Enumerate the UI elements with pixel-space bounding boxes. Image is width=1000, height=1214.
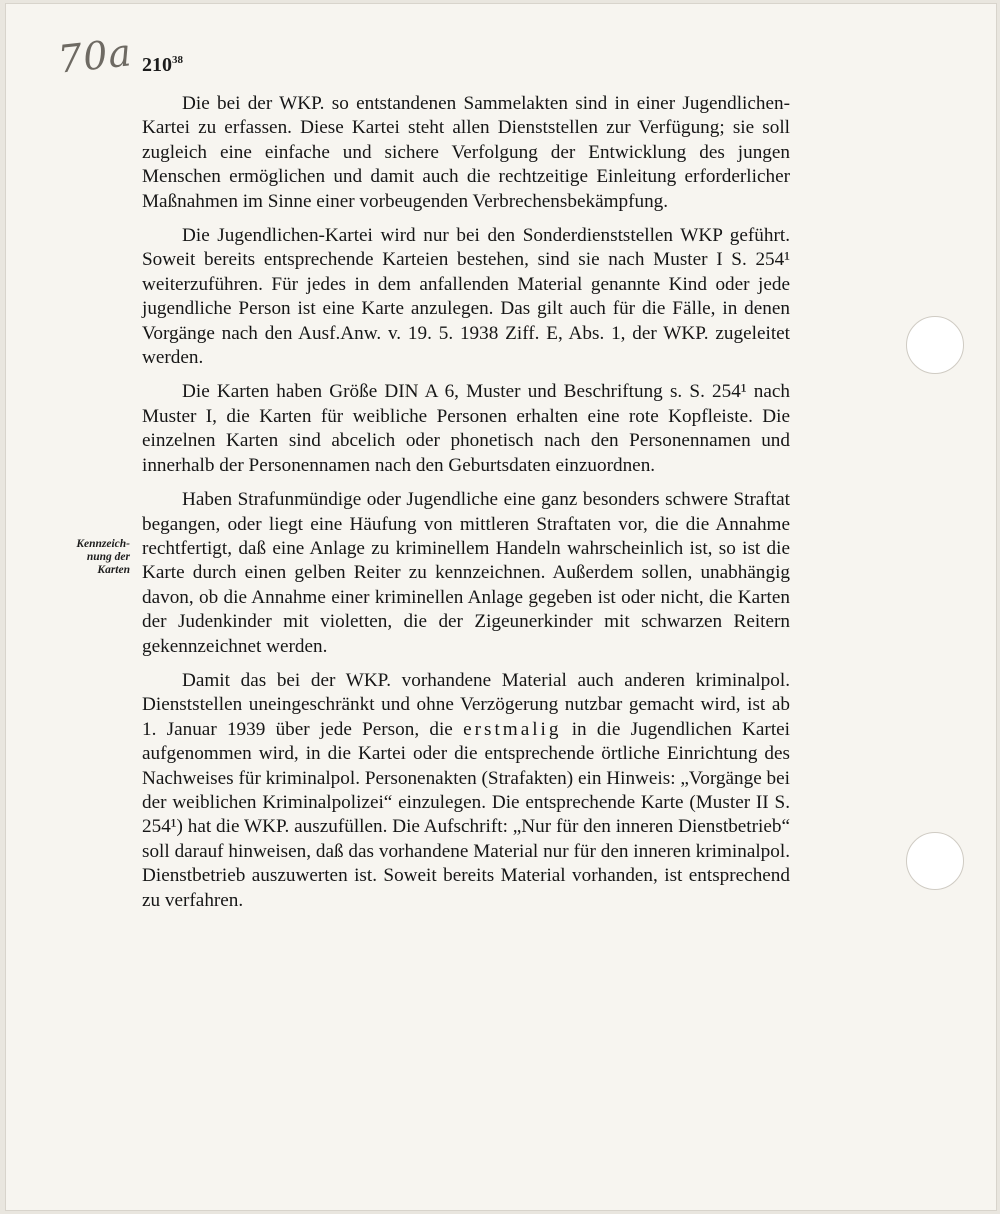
page-number-superscript: 38 [172,54,183,66]
paragraph-5 [142,669,790,913]
page-number-main: 210 [142,54,172,76]
paragraph-5-part-2: in die Jugendlichen Kartei aufgenommen wird, in die Kartei oder die entsprechende örtliche Einrichtung des Nachweises für kriminalpol. Personenakten (Strafakten) ein Hinweis: „Vorgänge bei der weiblichen Kriminalpolizei“ einzulegen. Die entsprechende Karte (Muster II S. 254¹) hat die WKP. auszufüllen. Die Aufschrift: „Nur für den inneren Dienstbetrieb“ soll darauf hinweisen, daß das vorhandene Material nur für den inneren kriminalpol. Dienstbetrieb auszuwerten ist. Soweit bereits Material vorhanden, ist entsprechend zu verfahren. [142,718,791,911]
paragraph-2: Die Jugendlichen-Kartei wird nur bei den Sonderdienststellen WKP geführt. Soweit bereits entsprechende Karteien bestehen, sind sie nach Muster I S. 254¹ weiterzuführen. Für jedes in dem anfallenden Material genannte Kind oder jede jugendliche Person ist eine Karte anzulegen. Das gilt auch für die Fälle, in denen Vorgänge nach den Ausf.Anw. v. 19. 5. 1938 Ziff. E, Abs. 1, der WKP. zugeleitet werden. [142,225,790,369]
page-number [142,54,183,77]
margin-note-line-2: nung der [86,551,130,563]
punch-hole-top [906,316,964,374]
margin-note-line-3: Karten [97,564,130,576]
paragraph-1: Die bei der WKP. so entstandenen Sammelakten sind in einer Jugendlichen-Kartei zu erfassen. Diese Kartei steht allen Dienststellen zur Verfügung; sie soll zugleich eine einfache und sichere Verfolgung der Entwicklung des jungen Menschen ermöglichen und damit auch die rechtzeitige Einleitung erforderlicher Maßnahmen im Sinne einer vorbeugenden Verbrechensbekämpfung. [142,93,790,212]
handwritten-page-annotation: 70a [55,30,135,82]
paragraph-5-emphasis: erstmalig [463,718,562,740]
margin-note [48,538,130,577]
body-text [142,92,790,923]
punch-hole-bottom [906,832,964,890]
margin-note-line-1: Kennzeich- [76,538,130,550]
paragraph-4: Haben Strafunmündige oder Jugendliche eine ganz besonders schwere Straftat begangen, oder liegt eine Häufung von mittleren Straftaten vor, die die Annahme rechtfertigt, daß eine Anlage zu kriminellem Handeln wahrscheinlich ist, so ist die Karte durch einen gelben Reiter zu kennzeichnen. Außerdem sollen, unabhängig davon, ob die Annahme einer kriminellen Anlage gegeben ist oder nicht, die Karten der Judenkinder mit violetten, die der Zigeunerkinder mit schwarzen Reitern gekennzeichnet werden. [142,489,790,657]
paragraph-5-part-1: Damit das bei der WKP. vorhandene Material auch anderen kriminalpol. Dienststellen uneingeschränkt und ohne Verzögerung nutzbar gemacht wird, ist ab 1. Januar 1939 über jede Person, die [142,669,790,740]
document-page [6,4,996,1210]
paragraph-3: Die Karten haben Größe DIN A 6, Muster und Beschriftung s. S. 254¹ nach Muster I, die Karten für weibliche Personen erhalten eine rote Kopfleiste. Die einzelnen Karten sind abcelich oder phonetisch nach den Personennamen und innerhalb der Personennamen nach den Geburtsdaten einzuordnen. [142,381,790,476]
